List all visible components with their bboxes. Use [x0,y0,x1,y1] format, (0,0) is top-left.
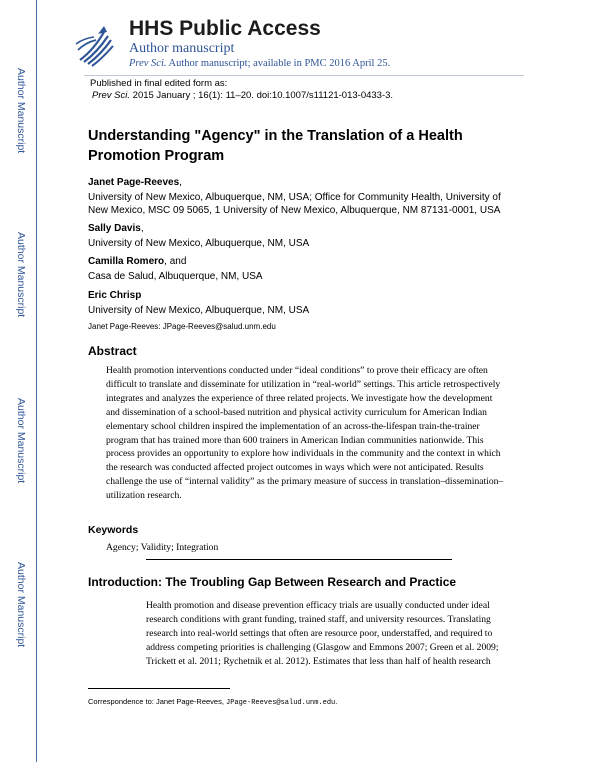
keywords-heading: Keywords [88,524,139,536]
published-final-form: Published in final edited form as: [90,78,228,89]
citation-journal: Prev Sci. [92,90,131,101]
hhs-eagle-logo-icon [74,20,116,68]
margin-rule [36,0,37,762]
author-name: Eric Chrisp [88,290,142,301]
citation-line [92,90,393,101]
journal-abbrev: Prev Sci. [129,58,167,69]
author-affiliation: University of New Mexico, Albuquerque, NM, USA [88,305,310,316]
header-divider [84,75,524,76]
author-affiliation: University of New Mexico, Albuquerque, NM, USA [88,238,310,249]
author-manuscript-label: Author manuscript [129,41,235,56]
corresponding-email-line: Janet Page-Reeves: JPage-Reeves@salud.unm.edu [88,322,276,331]
author-name: Janet Page-Reeves, [88,177,182,188]
introduction-heading: Introduction: The Troubling Gap Between Research and Practice [88,575,457,589]
abstract-heading: Abstract [88,344,137,358]
keywords-divider [146,559,452,560]
availability-text: Author manuscript; available in PMC 2016 April 25. [166,58,391,69]
footnote-divider [88,688,230,689]
author-name: Sally Davis, [88,223,144,234]
margin-label-author-manuscript: Author Manuscript [15,232,27,318]
author-name: Camilla Romero, and [88,256,187,267]
citation-details: 2015 January ; 16(1): 11–20. doi:10.1007/s11121-013-0433-3. [130,90,394,101]
author-affiliation: University of New Mexico, Albuquerque, NM, USA; Office for Community Health, University of New Mexico, MSC 09 5065, 1 University of New Mexico, Albuquerque, NM 87131-0001, USA [88,192,501,216]
margin-label-author-manuscript: Author Manuscript [15,68,27,154]
hhs-public-access-title: HHS Public Access [129,17,321,40]
author-affiliation: Casa de Salud, Albuquerque, NM, USA [88,271,263,282]
article-title: Understanding "Agency" in the Translation of a Health Promotion Program [88,128,463,164]
keywords-body: Agency; Validity; Integration [106,542,219,553]
margin-label-author-manuscript: Author Manuscript [15,562,27,648]
introduction-body: Health promotion and disease prevention efficacy trials are usually conducted under ideal research conditions with grant funding, trained staff, and university resources. Translating research into real-world settings that often are resource poor, understaffed, and required to address competing priorities is challenging (Glasgow and Emmons 2007; Green et al. 2009; Trickett et al. 2011; Rychetnik et al. 2012). Estimates that less than half of health research [146,600,499,667]
abstract-body: Health promotion interventions conducted under “ideal conditions” to prove their efficacy are often difficult to translate and disseminate for utilization in “real-world” settings. This article retrospectively integrates and analyzes the experience of three related projects. We investigate how the development and dissemination of a school-based nutrition and physical activity curriculum for American Indian elementary school children inspired the implementation of an across-the-lifespan train-the-trainer program that has trained more than 600 trainers in American Indian communities nationwide. This process provides an opportunity to explore how individuals in the community and the context in which the research was conducted affected project outcomes in ways which were not anticipated. Results challenge the use of “internal validity” as the primary measure of success in translation–dissemination–utilization research. [106,365,504,502]
correspondence-footnote: Correspondence to: Janet Page-Reeves, JPage-Reeves@salud.unm.edu. [88,697,338,707]
availability-line [129,58,390,69]
margin-label-author-manuscript: Author Manuscript [15,398,27,484]
correspondence-email[interactable]: JPage-Reeves@salud.unm.edu [226,699,336,707]
